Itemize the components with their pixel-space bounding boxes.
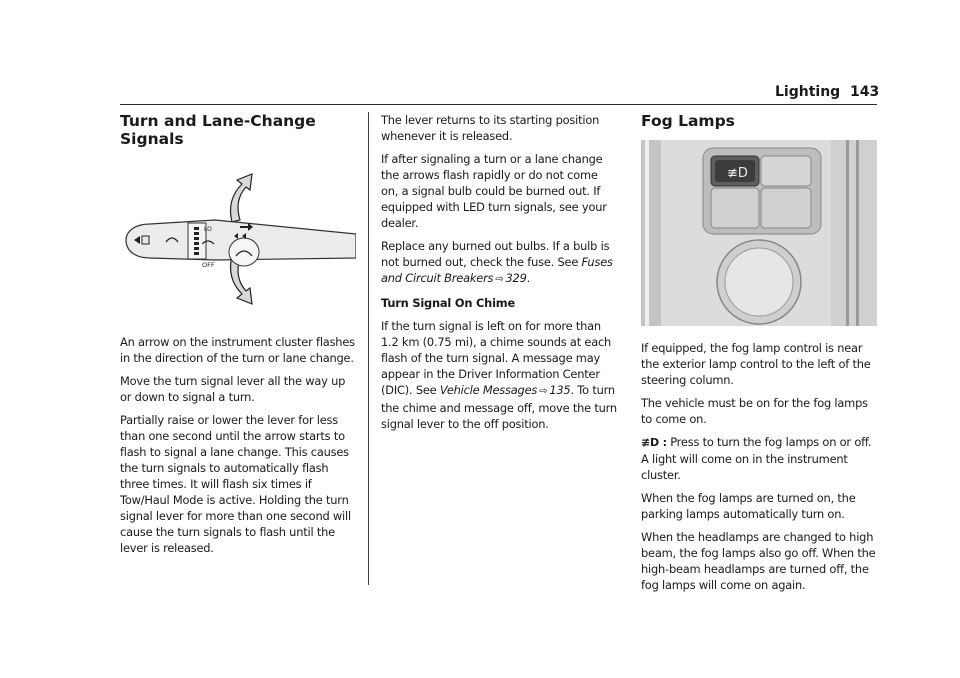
paragraph: If after signaling a turn or a lane change the arrows flash rapidly or do not come on, a signal bulb could be burned out. If equipped with LED turn signals, see your dealer. xyxy=(381,152,607,230)
paragraph-fog-control: ≢D : Press to turn the fog lamps on or off. A light will come on in the instrument cluster. xyxy=(641,435,872,482)
paragraph: When the fog lamps are turned on, the parking lamps automatically turn on. xyxy=(641,491,856,521)
paragraph: Move the turn signal lever all the way up or down to signal a turn. xyxy=(120,374,346,404)
section-title: Lighting xyxy=(775,84,841,100)
page-reference[interactable]: 135 xyxy=(549,383,571,397)
header-rule xyxy=(120,104,877,105)
lever-label-lo: LO xyxy=(204,226,212,233)
cross-reference-link[interactable]: Vehicle Messages xyxy=(439,383,538,397)
column-turn-signals-continued xyxy=(381,112,617,439)
fog-lamp-button-icon: ≢D xyxy=(727,166,748,181)
paragraph: When the headlamps are changed to high beam, the fog lamps also go off. When the high-beam headlamps are turned off, the fog lamps will come on again. xyxy=(641,530,876,592)
lever-label-off: OFF xyxy=(202,261,215,269)
page-header xyxy=(0,84,960,104)
page-reference[interactable]: 329 xyxy=(505,271,527,285)
column-turn-signals xyxy=(120,112,356,563)
page-number: 143 xyxy=(850,84,880,100)
page-reference-icon: ⇨ xyxy=(495,274,504,285)
section-heading-turn-signals: Turn and Lane-Change Signals xyxy=(120,112,316,148)
cross-reference-link[interactable]: Fuses and Circuit Breakers xyxy=(381,255,613,285)
paragraph: The lever returns to its starting position whenever it is released. xyxy=(381,113,600,143)
paragraph: If equipped, the fog lamp control is near the exterior lamp control to the left of the steering column. xyxy=(641,341,871,387)
fog-lamp-icon: ≢D : xyxy=(641,436,667,449)
column-divider xyxy=(368,112,369,585)
turn-signal-lever-illustration xyxy=(120,160,356,310)
paragraph-fuse-reference: Replace any burned out bulbs. If a bulb is not burned out, check the fuse. See Fuses and Circuit Breakers ⇨ 329. xyxy=(381,239,613,285)
lever-drawing xyxy=(120,160,356,310)
paragraph-chime: If the turn signal is left on for more than 1.2 km (0.75 mi), a chime sounds at each flash of the turn signal. A message may appear in the Driver Information Center (DIC). See Vehicle Messages ⇨ 135. To turn the chime and message off, move the turn signal lever to the off position. xyxy=(381,319,617,431)
page-reference-icon: ⇨ xyxy=(539,386,548,397)
section-heading-fog-lamps: Fog Lamps xyxy=(641,112,735,130)
fog-lamp-drawing xyxy=(641,140,877,326)
column-fog-lamps xyxy=(641,112,877,600)
subheading-turn-signal-chime: Turn Signal On Chime xyxy=(381,296,515,310)
paragraph: An arrow on the instrument cluster flashes in the direction of the turn or lane change. xyxy=(120,335,355,365)
fog-lamp-control-photo xyxy=(641,140,877,326)
paragraph: The vehicle must be on for the fog lamps to come on. xyxy=(641,396,868,426)
paragraph: Partially raise or lower the lever for less than one second until the arrow starts to flash to signal a lane change. This causes the turn signals to automatically flash three times. It will flash six times if Tow/Haul Mode is active. Holding the turn signal lever for more than one second will cause the turn signals to flash until the lever is released. xyxy=(120,413,351,555)
